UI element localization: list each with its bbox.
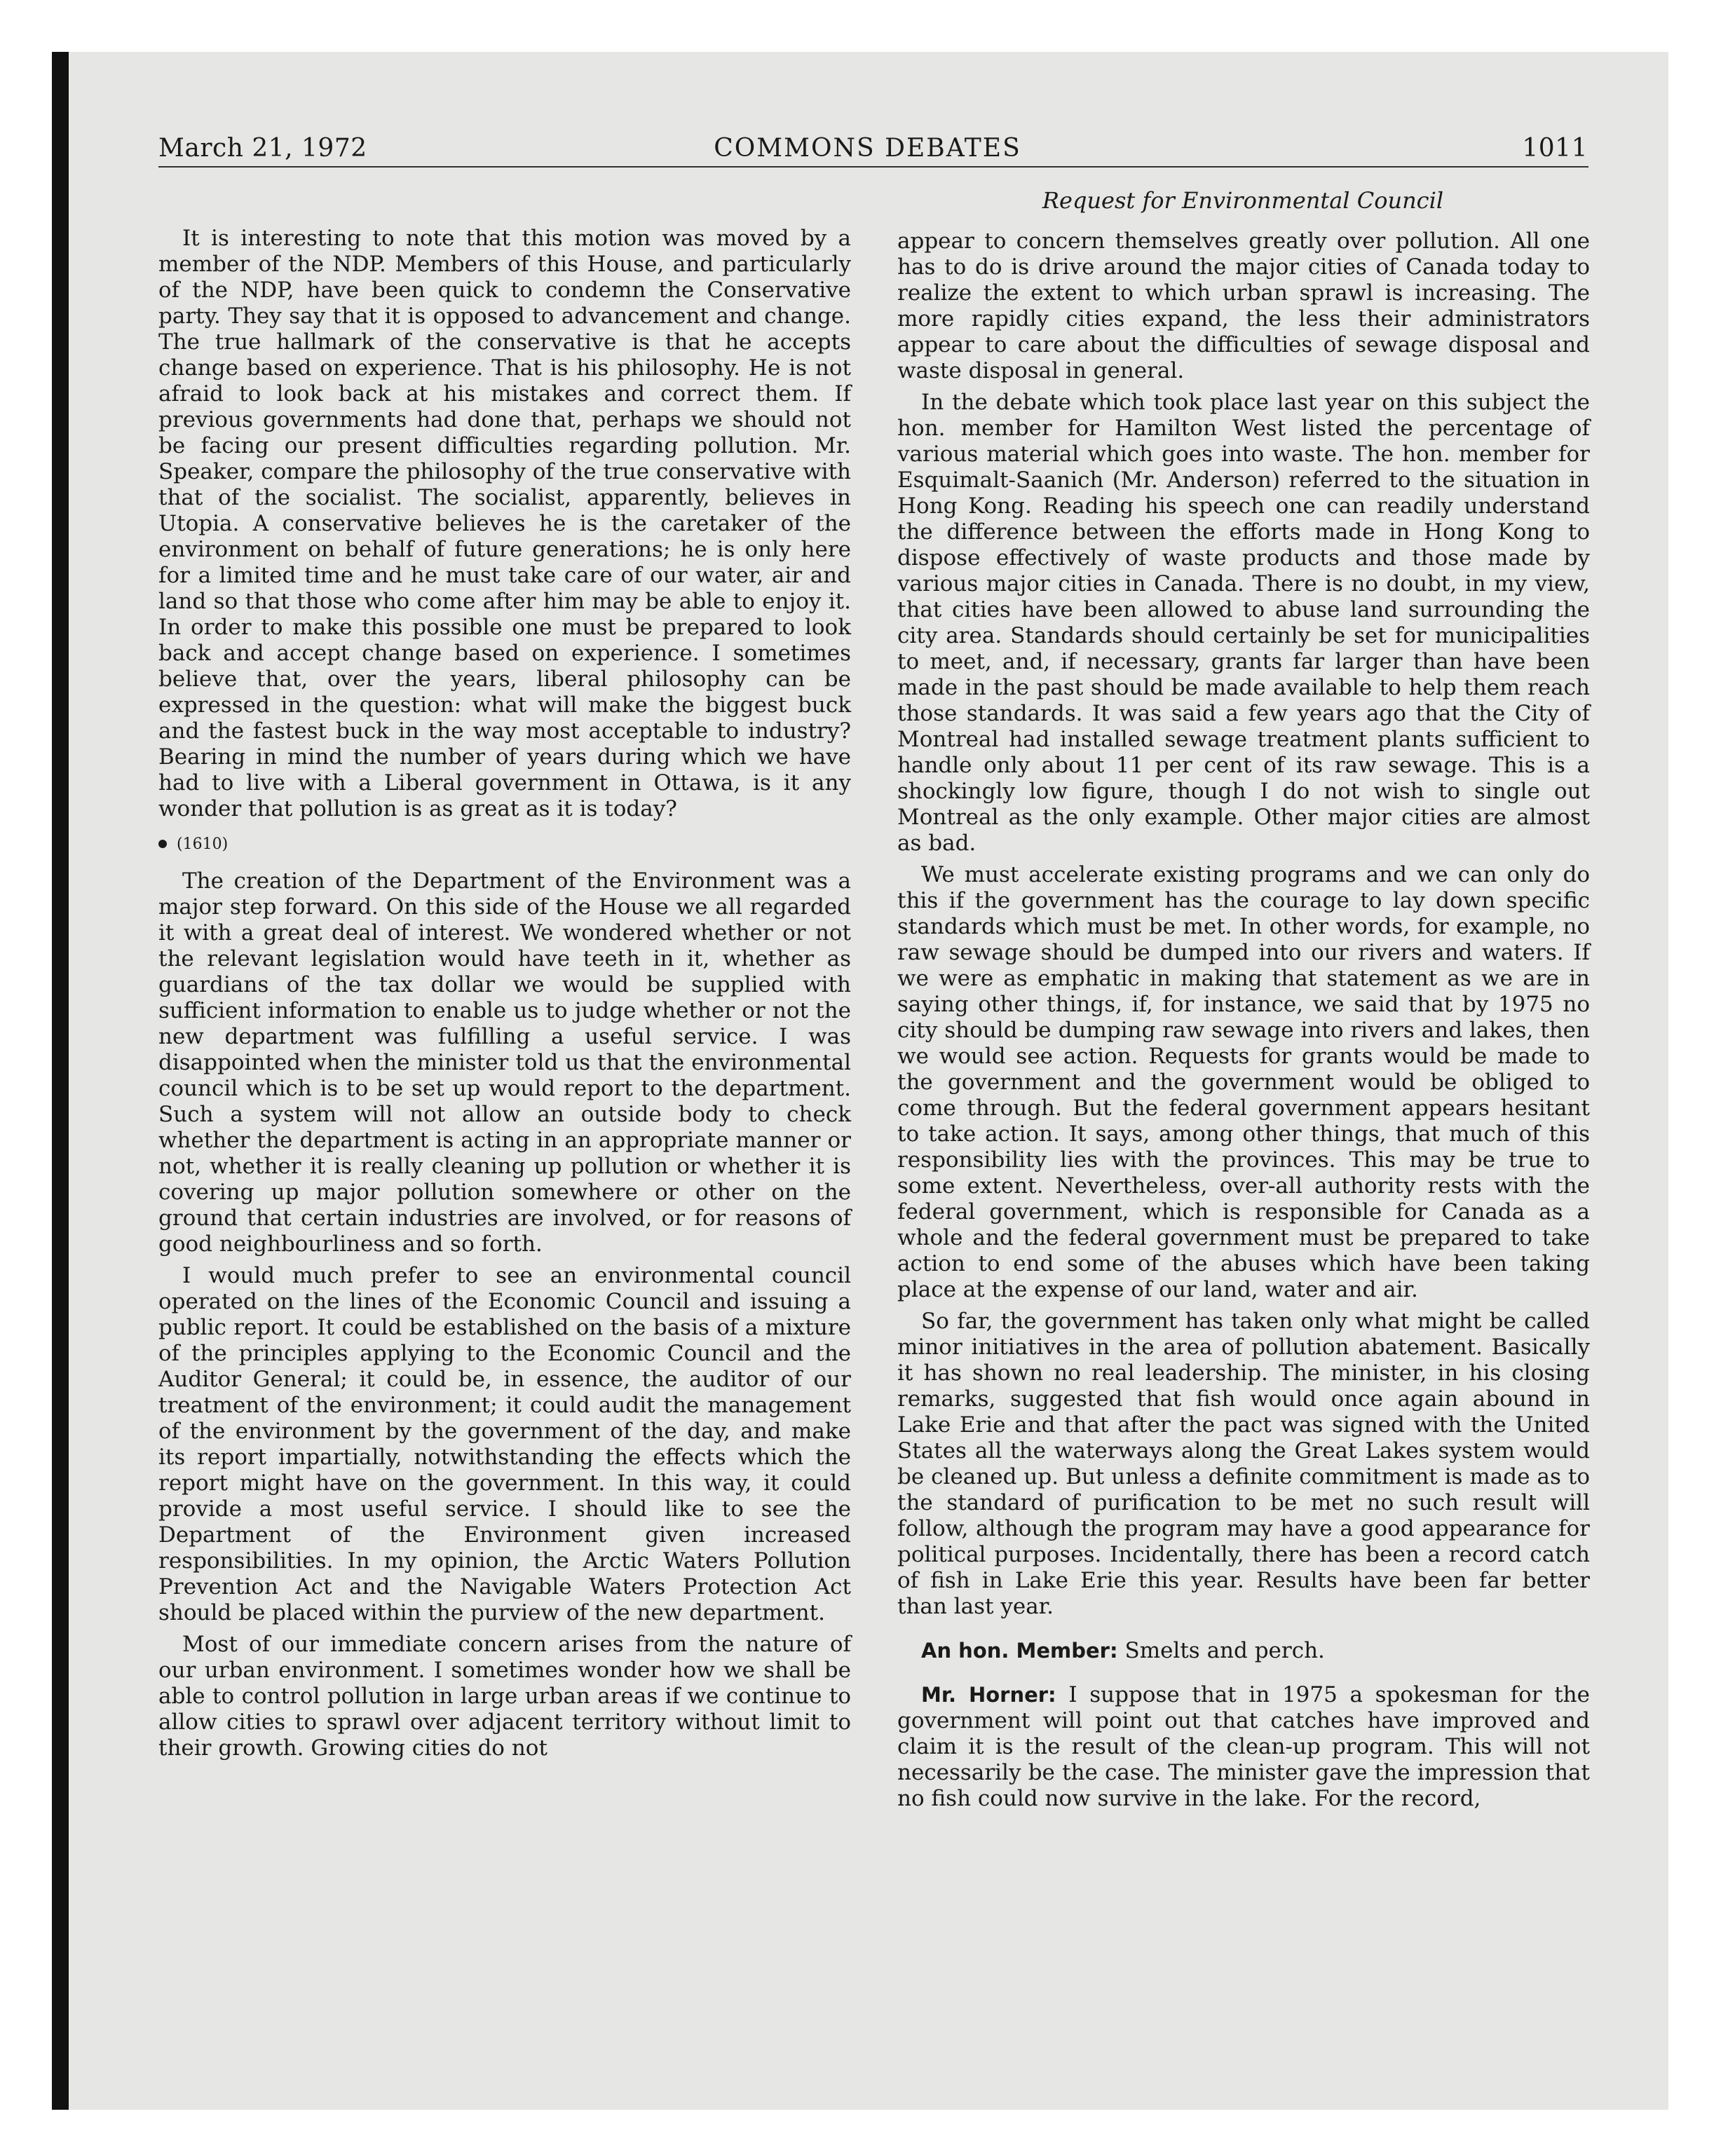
speech-text: Smelts and perch.	[1124, 1638, 1325, 1663]
speaker-name: An hon. Member:	[921, 1639, 1118, 1663]
paragraph: In the debate which took place last year on this subject the hon. member for Hamilton West listed the percentage of various material which goes into waste. The hon. member for Esquimalt-Saanich (Mr. Anderson) referred to the situation in Hong Kong. Reading his speech one can readily understand the difference between the efforts made in Hong Kong to dispose effectively of waste products and those made by various major cities in Canada. There is no doubt, in my view, that cities have been allowed to abuse land surrounding the city area. Standards should certainly be set for municipalities to meet, and, if necessary, grants far larger than have been made in the past should be made available to help them reach those standards. It was said a few years ago that the City of Montreal had installed sewage treatment plants sufficient to handle only about 11 per cent of its raw sewage. This is a shockingly low figure, though I do not wish to single out Montreal as the only example. Other major cities are almost as bad.	[897, 390, 1590, 856]
right-column	[897, 228, 1590, 1817]
paragraph: So far, the government has taken only what might be called minor initiatives in the area of pollution abatement. Basically it has shown no real leadership. The minister, in his closing remarks, suggested that fish would once again abound in Lake Erie and that after the pact was signed with the United States all the waterways along the Great Lakes system would be cleaned up. But unless a definite commitment is made as to the standard of purification to be met no such result will follow, although the program may have a good appearance for political purposes. Incidentally, there has been a record catch of fish in Lake Erie this year. Results have been far better than last year.	[897, 1309, 1590, 1619]
binding-edge	[52, 52, 69, 2110]
paragraph: I would much prefer to see an environmental council operated on the lines of the Economic Council and issuing a public report. It could be established on the basis of a mixture of the principles applying to the Economic Council and the Auditor General; it could be, in essence, the auditor of our treatment of the environment; it could audit the management of the environment by the government of the day, and make its report impartially, notwithstanding the effects which the report might have on the government. In this way, it could provide a most useful service. I should like to see the Department of the Environment given increased responsibilities. In my opinion, the Arctic Waters Pollution Prevention Act and the Navigable Waters Protection Act should be placed within the purview of the new department.	[158, 1263, 851, 1625]
left-column	[158, 226, 851, 1767]
speech-paragraph	[897, 1638, 1590, 1664]
time-marker-text: (1610)	[177, 835, 229, 853]
speaker-name: Mr. Horner:	[921, 1683, 1056, 1707]
bullet-icon	[158, 840, 167, 848]
header-publication: COMMONS DEBATES	[714, 134, 1021, 163]
paragraph: appear to concern themselves greatly over pollution. All one has to do is drive around the major cities of Canada today to realize the extent to which urban sprawl is increasing. The more rapidly cities expand, the less their administrators appear to care about the difficulties of sewage disposal and waste disposal in general.	[897, 228, 1590, 383]
time-marker	[158, 835, 851, 854]
paragraph: Most of our immediate concern arises from the nature of our urban environment. I sometimes wonder how we shall be able to control pollution in large urban areas if we continue to allow cities to sprawl over adjacent territory without limit to their growth. Growing cities do not	[158, 1632, 851, 1761]
running-head: Request for Environmental Council	[1042, 187, 1444, 214]
header-date: March 21, 1972	[158, 134, 367, 163]
header-rule	[158, 166, 1588, 168]
paragraph: It is interesting to note that this motion was moved by a member of the NDP. Members of this House, and particularly of the NDP, have been quick to condemn the Conservative party. They say that it is opposed to advancement and change. The true hallmark of the conservative is that he accepts change based on experience. That is his philosophy. He is not afraid to look back at his mistakes and correct them. If previous governments had done that, perhaps we should not be facing our present difficulties regarding pollution. Mr. Speaker, compare the philosophy of the true conservative with that of the socialist. The socialist, apparently, believes in Utopia. A conservative believes he is the caretaker of the environment on behalf of future generations; he is only here for a limited time and he must take care of our water, air and land so that those who come after him may be able to enjoy it. In order to make this possible one must be prepared to look back and accept change based on experience. I sometimes believe that, over the years, liberal philosophy can be expressed in the question: what will make the biggest buck and the fastest buck in the way most acceptable to industry? Bearing in mind the number of years during which we have had to live with a Liberal government in Ottawa, is it any wonder that pollution is as great as it is today?	[158, 226, 851, 821]
paragraph: We must accelerate existing programs and we can only do this if the government has the courage to lay down specific standards which must be met. In other words, for example, no raw sewage should be dumped into our rivers and waters. If we were as emphatic in making that statement as we are in saying other things, if, for instance, we said that by 1975 no city should be dumping raw sewage into rivers and lakes, then we would see action. Requests for grants would be made to the government and the government would be obliged to come through. But the federal government appears hesitant to take action. It says, among other things, that much of this responsibility lies with the provinces. This may be true to some extent. Nevertheless, over-all authority rests with the federal government, which is responsible for Canada as a whole and the federal government must be prepared to take action to end some of the abuses which have been taking place at the expense of our land, water and air.	[897, 862, 1590, 1302]
header-page-number: 1011	[1522, 134, 1588, 163]
speech-text: I suppose that in 1975 a spokesman for the government will point out that catches have improved and claim it is the result of the clean-up program. This will not necessarily be the case. The minister gave the impression that no fish could now survive in the lake. For the record,	[897, 1682, 1590, 1811]
paragraph: The creation of the Department of the Environment was a major step forward. On this side of the House we all regarded it with a great deal of interest. We wondered whether or not the relevant legislation would have teeth in it, whether as guardians of the tax dollar we would be supplied with sufficient information to enable us to judge whether or not the new department was fulfilling a useful service. I was disappointed when the minister told us that the environmental council which is to be set up would report to the department. Such a system will not allow an outside body to check whether the department is acting in an appropriate manner or not, whether it is really cleaning up pollution or whether it is covering up major pollution somewhere or other on the ground that certain industries are involved, or for reasons of good neighbourliness and so forth.	[158, 868, 851, 1257]
speech-paragraph	[897, 1682, 1590, 1812]
